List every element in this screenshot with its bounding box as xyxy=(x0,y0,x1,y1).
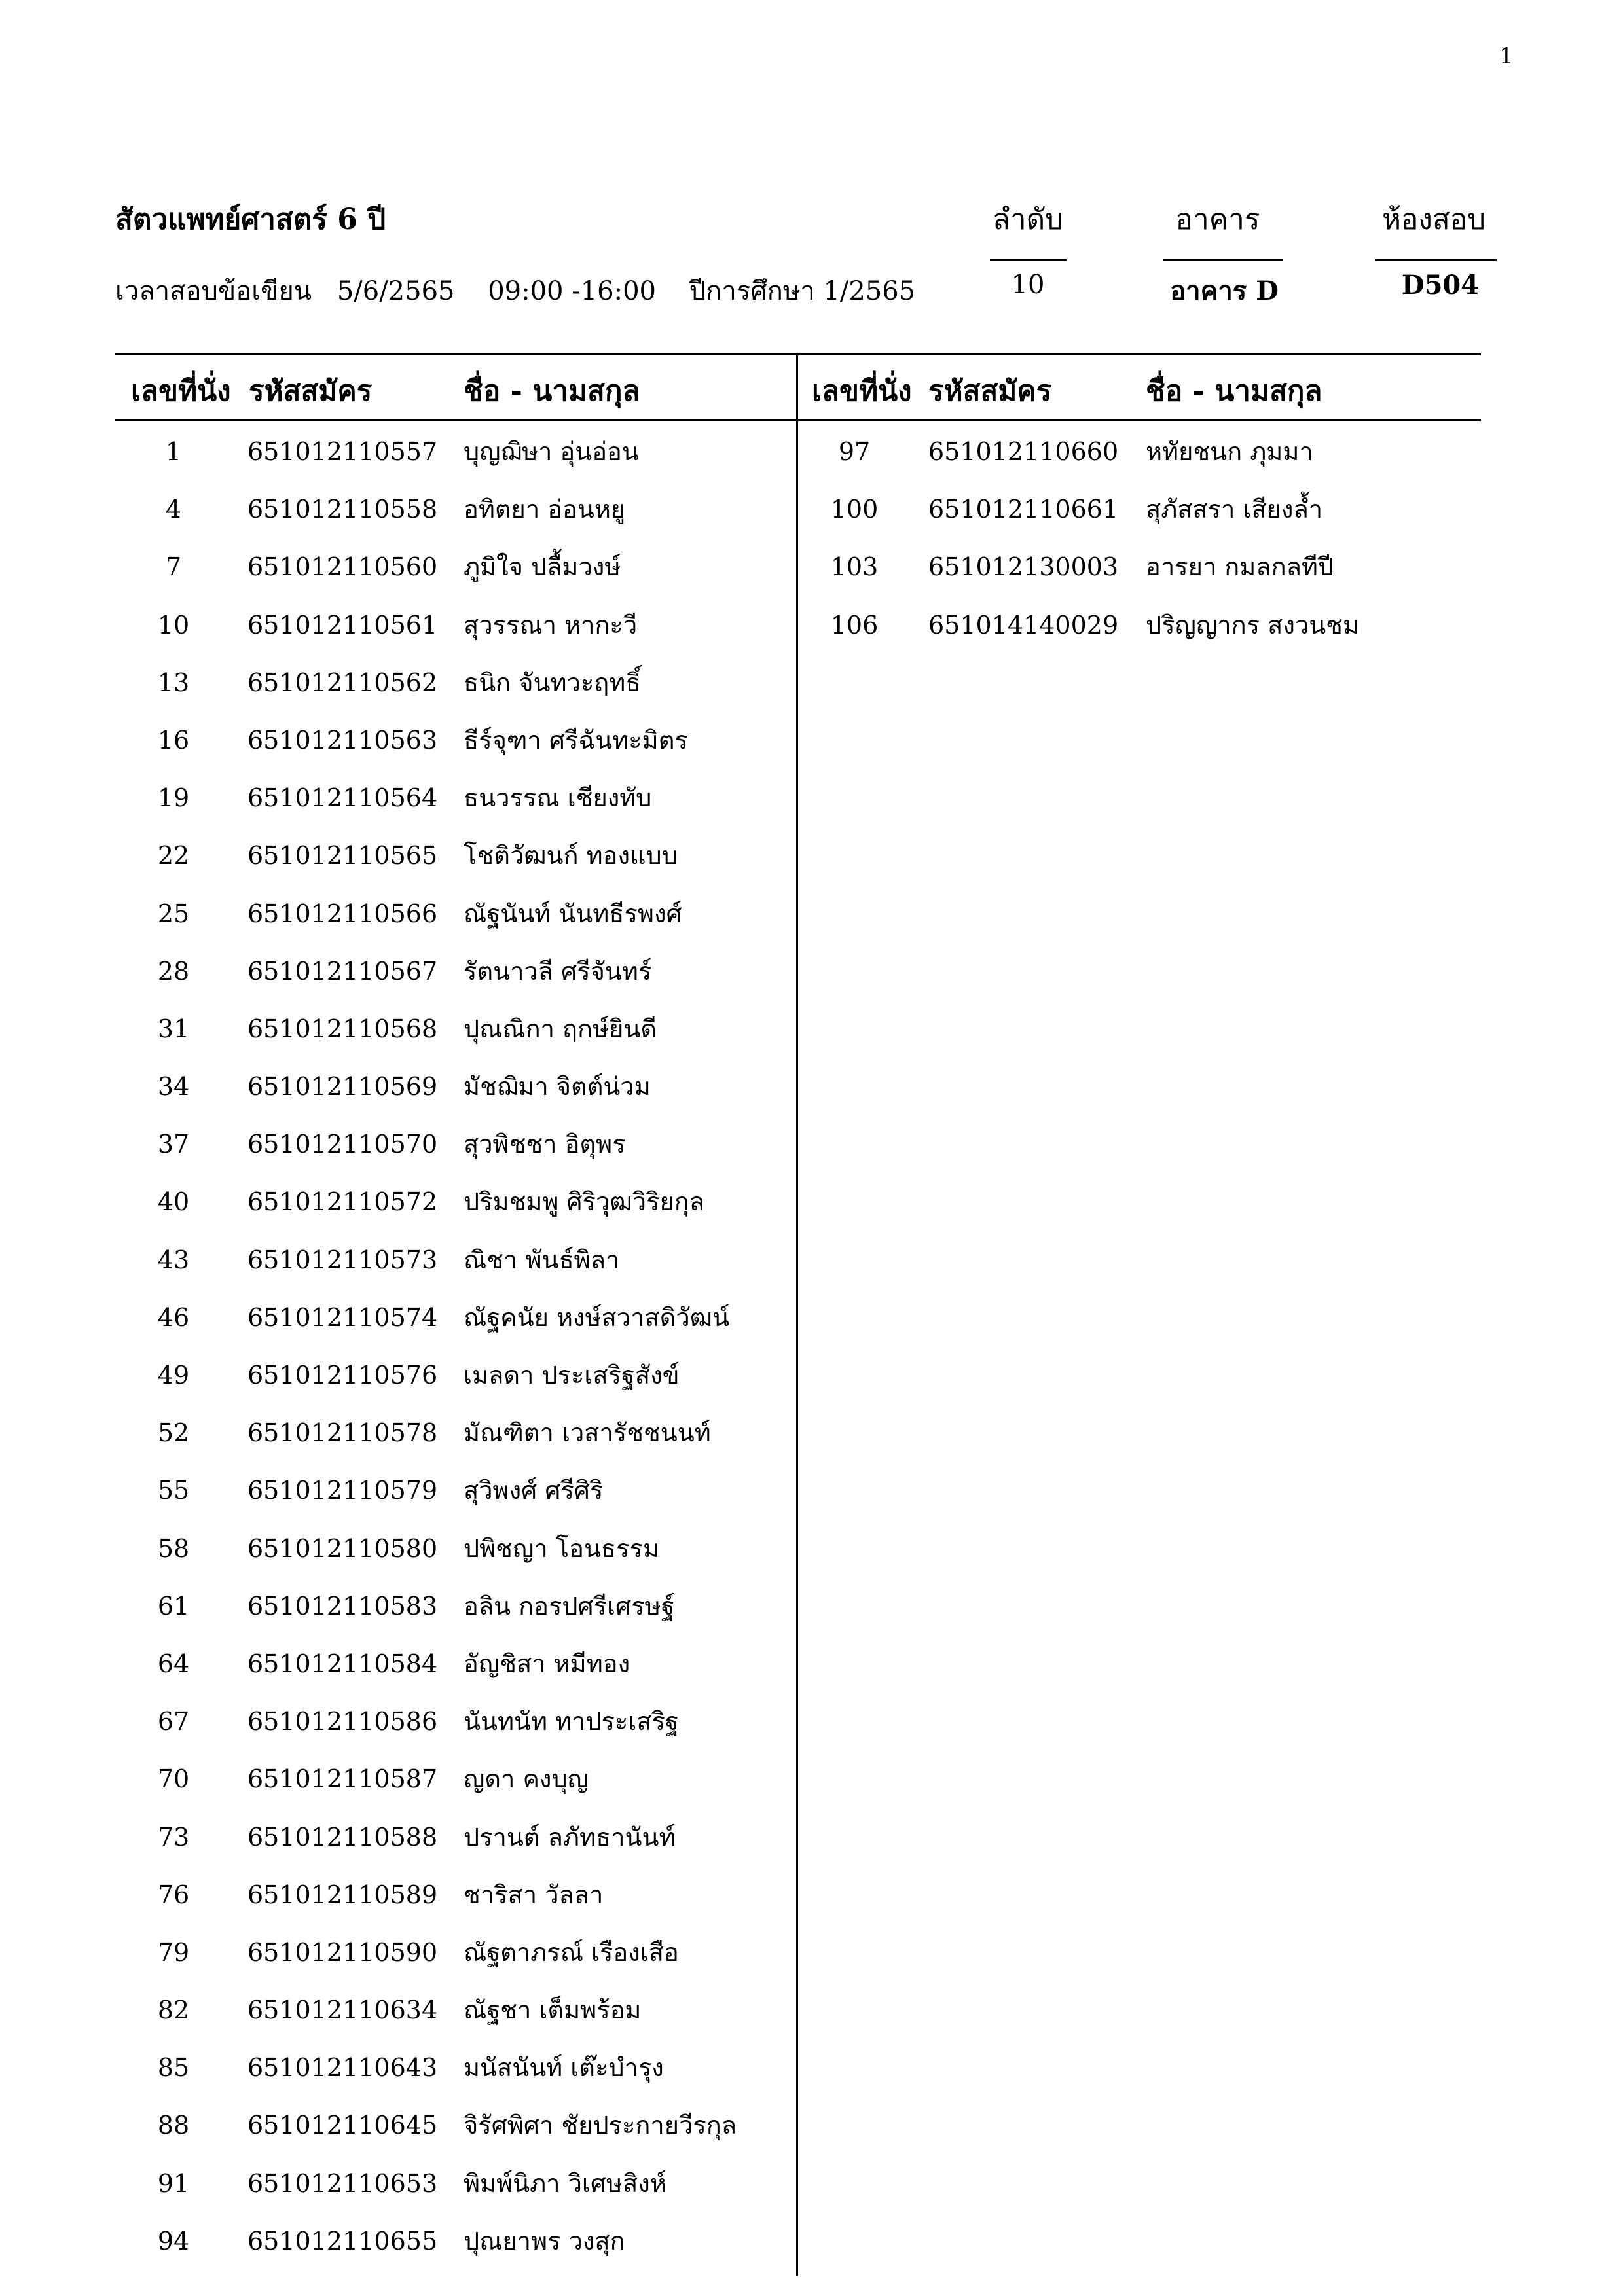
table-row xyxy=(0,1693,796,1750)
table-row xyxy=(0,1462,796,1519)
applicant-name: ณัฐคนัย หงษ์สวาสดิวัฒน์ xyxy=(464,1302,729,1332)
applicant-id: 651012110588 xyxy=(247,1822,438,1852)
applicant-id: 651012110583 xyxy=(247,1591,438,1621)
seat-number: 49 xyxy=(157,1361,190,1390)
program-title: สัตวแพทย์ศาสตร์ 6 ปี xyxy=(115,203,386,236)
seat-number: 58 xyxy=(157,1534,190,1563)
applicant-name: ณัฐตาภรณ์ เรืองเสือ xyxy=(464,1937,679,1967)
seat-number: 10 xyxy=(157,610,190,639)
seat-number: 52 xyxy=(157,1418,190,1448)
table-row xyxy=(0,2212,796,2270)
seat-number: 43 xyxy=(157,1245,190,1274)
applicant-name: บุญฌิษา อุ่นอ่อน xyxy=(464,437,639,466)
applicant-id: 651012110584 xyxy=(247,1649,438,1678)
applicant-id: 651012110655 xyxy=(247,2226,438,2255)
applicant-id: 651012110558 xyxy=(247,495,438,524)
applicant-id: 651012110569 xyxy=(247,1072,438,1102)
applicant-name: สุวิพงศ์ ศรีศิริ xyxy=(464,1476,604,1505)
applicant-name: ปริมชมพู ศิริวุฒวิริยกุล xyxy=(464,1187,705,1217)
applicant-id: 651012110567 xyxy=(247,956,438,986)
applicant-name: หทัยชนก ภุมมา xyxy=(1146,437,1313,466)
table-row xyxy=(0,1808,796,1866)
applicant-name: โชติวัฒนก์ ทองแบบ xyxy=(464,841,678,870)
table-row xyxy=(0,942,796,1000)
seat-number: 76 xyxy=(157,1880,190,1909)
seat-number: 19 xyxy=(157,783,190,813)
table-row xyxy=(0,1289,796,1346)
table-row xyxy=(0,480,1623,538)
room-value: D504 xyxy=(1401,270,1480,300)
applicant-id: 651012110579 xyxy=(247,1476,438,1505)
applicant-name: สุภัสสรา เสียงล้ำ xyxy=(1146,495,1323,524)
applicant-id: 651012110645 xyxy=(247,2111,438,2140)
applicant-id: 651012110573 xyxy=(247,1245,438,1274)
applicant-name: ปุณณิกา ฤกษ์ยินดี xyxy=(464,1014,657,1043)
applicant-id: 651012110586 xyxy=(247,1707,438,1736)
table-row xyxy=(0,1346,796,1404)
table-row xyxy=(0,827,796,884)
applicant-name: สุวพิชชา อิตุพร xyxy=(464,1130,626,1159)
applicant-id: 651012110572 xyxy=(247,1187,438,1217)
table-row xyxy=(0,1866,796,1924)
applicant-name: ญดา คงบุญ xyxy=(464,1765,589,1794)
applicant-id: 651012110590 xyxy=(247,1937,438,1967)
table-row xyxy=(0,1058,796,1115)
applicant-id: 651012110557 xyxy=(247,437,438,466)
table-row xyxy=(0,1981,796,2039)
building-underline xyxy=(1163,259,1283,261)
applicant-name: ณัฐนันท์ นันทธีรพงศ์ xyxy=(464,899,682,928)
applicant-id: 651012130003 xyxy=(928,552,1119,582)
seat-number: 31 xyxy=(157,1014,190,1043)
table-row xyxy=(0,1231,796,1289)
left-column-rows xyxy=(0,423,796,2270)
seat-number: 70 xyxy=(157,1765,190,1794)
left-name-header: ชื่อ - นามสกุล xyxy=(464,374,640,408)
order-underline xyxy=(990,259,1067,261)
table-row xyxy=(0,1404,796,1462)
seat-number: 103 xyxy=(830,552,879,582)
applicant-name: อารยา กมลกลทีปี xyxy=(1146,552,1334,582)
seat-number: 94 xyxy=(157,2226,190,2255)
table-row xyxy=(0,1750,796,1808)
seat-number: 61 xyxy=(157,1591,190,1621)
table-row xyxy=(0,1173,796,1230)
left-seat-header: เลขที่นั่ง xyxy=(131,374,231,408)
applicant-name: ปุณยาพร วงสุก xyxy=(464,2226,625,2255)
applicant-id: 651012110578 xyxy=(247,1418,438,1448)
applicant-name: ธนวรรณ เชียงทับ xyxy=(464,783,652,813)
seat-number: 37 xyxy=(157,1130,190,1159)
seat-number: 106 xyxy=(830,610,879,639)
applicant-name: ปริญญากร สงวนชม xyxy=(1146,610,1360,639)
applicant-name: จิรัศพิศา ชัยประกายวีรกุล xyxy=(464,2111,737,2140)
seat-number: 46 xyxy=(157,1302,190,1332)
seat-number: 100 xyxy=(830,495,879,524)
applicant-id: 651012110570 xyxy=(247,1130,438,1159)
exam-date: 5/6/2565 xyxy=(337,276,455,306)
applicant-name: อทิตยา อ่อนหยู xyxy=(464,495,626,524)
right-id-header: รหัสสมัคร xyxy=(928,374,1052,408)
applicant-name: ธีร์จุฑา ศรีฉันทะมิตร xyxy=(464,725,688,755)
seat-number: 7 xyxy=(165,552,182,582)
left-id-header: รหัสสมัคร xyxy=(249,374,373,408)
applicant-name: ปรานต์ ลภัทธานันท์ xyxy=(464,1822,676,1852)
applicant-id: 651012110561 xyxy=(247,610,438,639)
right-column-rows xyxy=(0,423,1623,654)
table-row xyxy=(0,596,1623,654)
right-name-header: ชื่อ - นามสกุล xyxy=(1146,374,1322,408)
applicant-id: 651012110580 xyxy=(247,1534,438,1563)
seat-number: 79 xyxy=(157,1937,190,1967)
applicant-name: ธนิก จันทวะฤทธิ์ xyxy=(464,668,641,697)
applicant-id: 651012110576 xyxy=(247,1361,438,1390)
applicant-name: มัชฌิมา จิตต์น่วม xyxy=(464,1072,651,1102)
exam-label: เวลาสอบข้อเขียน xyxy=(115,276,312,306)
table-row xyxy=(0,538,1623,596)
table-row xyxy=(0,2039,796,2096)
seat-number: 4 xyxy=(165,495,182,524)
applicant-id: 651012110566 xyxy=(247,899,438,928)
applicant-name: อัญชิสา หมีทอง xyxy=(464,1649,630,1678)
seat-number: 28 xyxy=(157,956,190,986)
order-label: ลำดับ xyxy=(992,203,1064,236)
applicant-id: 651012110563 xyxy=(247,725,438,755)
applicant-id: 651012110587 xyxy=(247,1765,438,1794)
building-label: อาคาร xyxy=(1175,203,1260,236)
seat-number: 55 xyxy=(157,1476,190,1505)
applicant-id: 651012110589 xyxy=(247,1880,438,1909)
seat-number: 16 xyxy=(157,725,190,755)
table-row xyxy=(0,423,1623,480)
seat-number: 73 xyxy=(157,1822,190,1852)
applicant-id: 651012110560 xyxy=(247,552,438,582)
seat-number: 22 xyxy=(157,841,190,870)
seat-number: 67 xyxy=(157,1707,190,1736)
applicant-name: สุวรรณา หากะวี xyxy=(464,610,638,639)
seat-number: 13 xyxy=(157,668,190,697)
exam-time: 09:00 -16:00 xyxy=(488,276,656,306)
applicant-id: 651012110565 xyxy=(247,841,438,870)
seat-number: 88 xyxy=(157,2111,190,2140)
applicant-id: 651012110661 xyxy=(928,495,1119,524)
table-row xyxy=(0,711,796,769)
table-row xyxy=(0,1115,796,1173)
order-value: 10 xyxy=(1011,270,1045,300)
exam-term: ปีการศึกษา 1/2565 xyxy=(689,276,916,306)
applicant-id: 651012110562 xyxy=(247,668,438,697)
applicant-name: ณัฐชา เต็มพร้อม xyxy=(464,1996,642,2025)
table-top-rule xyxy=(115,353,1481,355)
page-number: 1 xyxy=(1499,43,1514,69)
building-value: อาคาร D xyxy=(1170,276,1279,306)
table-row xyxy=(0,885,796,942)
table-row xyxy=(0,1924,796,1981)
applicant-name: เมลดา ประเสริฐสังข์ xyxy=(464,1361,680,1390)
seat-number: 85 xyxy=(157,2053,190,2083)
room-underline xyxy=(1375,259,1497,261)
applicant-id: 651012110660 xyxy=(928,437,1119,466)
table-row xyxy=(0,2096,796,2154)
applicant-name: ปพิชญา โอนธรรม xyxy=(464,1534,660,1563)
seat-number: 91 xyxy=(157,2168,190,2198)
applicant-id: 651012110574 xyxy=(247,1302,438,1332)
applicant-name: ณิชา พันธ์พิลา xyxy=(464,1245,620,1274)
table-row xyxy=(0,654,796,711)
exam-info xyxy=(115,270,915,312)
applicant-id: 651012110564 xyxy=(247,783,438,813)
right-seat-header: เลขที่นั่ง xyxy=(812,374,912,408)
applicant-id: 651012110643 xyxy=(247,2053,438,2083)
applicant-name: นันทนัท ทาประเสริฐ xyxy=(464,1707,679,1736)
table-row xyxy=(0,1577,796,1635)
table-header-rule xyxy=(115,419,1481,421)
seat-number: 25 xyxy=(157,899,190,928)
table-row xyxy=(0,2155,796,2212)
seat-number: 1 xyxy=(165,437,182,466)
seat-number: 97 xyxy=(838,437,871,466)
applicant-name: รัตนาวลี ศรีจันทร์ xyxy=(464,956,652,986)
table-row xyxy=(0,1520,796,1577)
room-label: ห้องสอบ xyxy=(1381,203,1486,236)
applicant-name: ภูมิใจ ปลื้มวงษ์ xyxy=(464,552,621,582)
applicant-id: 651012110568 xyxy=(247,1014,438,1043)
applicant-id: 651012110653 xyxy=(247,2168,438,2198)
applicant-name: มัณฑิตา เวสารัชชนนท์ xyxy=(464,1418,711,1448)
seat-number: 64 xyxy=(157,1649,190,1678)
table-row xyxy=(0,1000,796,1058)
applicant-name: พิมพ์นิภา วิเศษสิงห์ xyxy=(464,2168,666,2198)
table-row xyxy=(0,769,796,827)
table-row xyxy=(0,1635,796,1693)
seat-number: 82 xyxy=(157,1996,190,2025)
seat-number: 40 xyxy=(157,1187,190,1217)
applicant-name: มนัสนันท์ เต๊ะบำรุง xyxy=(464,2053,664,2083)
applicant-id: 651014140029 xyxy=(928,610,1119,639)
seat-number: 34 xyxy=(157,1072,190,1102)
applicant-name: ชาริสา วัลลา xyxy=(464,1880,604,1909)
applicant-id: 651012110634 xyxy=(247,1996,438,2025)
applicant-name: อลิน กอรปศรีเศรษฐ์ xyxy=(464,1591,675,1621)
